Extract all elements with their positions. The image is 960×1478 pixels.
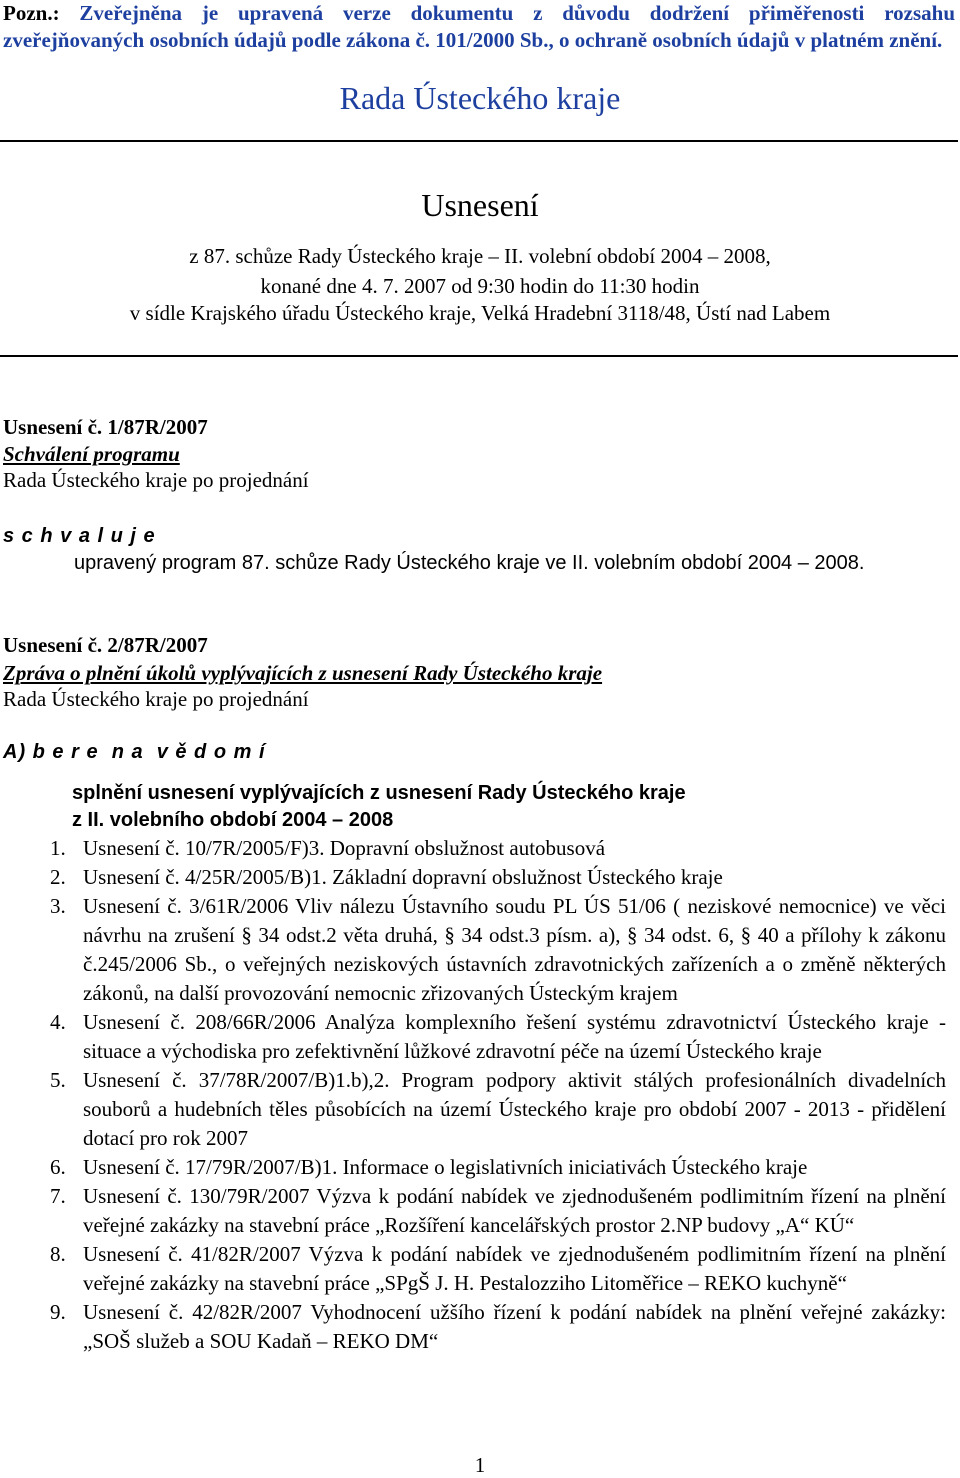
list-item: 9. Usnesení č. 42/82R/2007 Vyhodnocení užšího řízení k podání nabídek na plnění veřejné zakázky: „SOŠ služeb a SOU Kadaň – REKO DM“	[50, 1300, 946, 1353]
notice-label: Pozn.:	[3, 1, 60, 25]
list-item: 2. Usnesení č. 4/25R/2005/B)1. Základní dopravní obslužnost Ústeckého kraje	[50, 865, 723, 889]
header-divider	[0, 355, 958, 357]
resolution-2-subject: Zpráva o plnění úkolů vyplývajících z usnesení Rady Ústeckého kraje	[3, 661, 603, 685]
notice-text: Zveřejněna je upravená verze dokumentu z důvodu dodržení přiměřenosti rozsahu zveřejňovaných osobních údajů podle zákona č. 101/2000 Sb., o ochraně osobních údajů v platném znění.	[3, 1, 956, 52]
council-name: Rada Ústeckého kraje	[339, 80, 621, 116]
list-item: 7. Usnesení č. 130/79R/2007 Výzva k podání nabídek ve zjednodušeném podlimitním řízení na plnění veřejné zakázky na stavební práce „Rozšíření kancelářských prostor 2.NP budovy „A“ KÚ“	[50, 1184, 946, 1237]
resolutions-list	[50, 834, 946, 1356]
list-item: 3. Usnesení č. 3/61R/2006 Vliv nálezu Ústavního soudu PL ÚS 51/06 ( neziskové nemocnice) ve věci návrhu na zrušení § 34 odst.2 věta druhá, § 34 odst.3 písm. a), § 34 odst. 6, § 40 a přílohy k zákonu č.245/2006 Sb., o veřejných neziskových ústavních zdravotnických zařízeních a o změně některých zákonů, na další provozování nemocnic zřizovaných Ústeckým krajem	[50, 894, 946, 1005]
list-item: 8. Usnesení č. 41/82R/2007 Výzva k podání nabídek ve zjednodušeném podlimitním řízení na plnění veřejné zakázky na stavební práce „SPgŠ J. H. Pestalozziho Litoměřice – REKO kuchyně“	[50, 1242, 946, 1295]
resolution-1-number: Usnesení č. 1/87R/2007	[3, 415, 208, 439]
list-title-1: splnění usnesení vyplývajících z usnesení Rady Ústeckého kraje	[72, 782, 686, 804]
resolution-2-number: Usnesení č. 2/87R/2007	[3, 633, 208, 657]
meeting-line: z 87. schůze Rady Ústeckého kraje – II. volební období 2004 – 2008,	[189, 244, 771, 268]
title-divider	[0, 140, 958, 142]
resolution-1-text: upravený program 87. schůze Rady Ústeckého kraje ve II. volebním období 2004 – 2008.	[74, 552, 865, 574]
page-number: 1	[474, 1453, 486, 1477]
resolution-2-verb: A) b e r e n a v ě d o m í	[3, 741, 266, 763]
resolution-2-intro: Rada Ústeckého kraje po projednání	[3, 687, 309, 711]
list-item: 5. Usnesení č. 37/78R/2007/B)1.b),2. Program podpory aktivit stálých profesionálních divadelních souborů a hudebních těles působících na území Ústeckého kraje pro období 2007 - 2013 - přidělení dotací pro rok 2007	[50, 1068, 946, 1150]
resolution-1-subject: Schválení programu	[3, 442, 180, 466]
anonymization-notice	[3, 0, 955, 54]
list-item: 6. Usnesení č. 17/79R/2007/B)1. Informace o legislativních iniciativách Ústeckého kraje	[50, 1155, 808, 1179]
document-title: Usnesení	[421, 187, 539, 223]
list-item: 1. Usnesení č. 10/7R/2005/F)3. Dopravní obslužnost autobusová	[50, 836, 606, 860]
date-line: konané dne 4. 7. 2007 od 9:30 hodin do 11:30 hodin	[260, 274, 700, 298]
place-line: v sídle Krajského úřadu Ústeckého kraje, Velká Hradební 3118/48, Ústí nad Labem	[129, 301, 831, 325]
resolution-1-verb: s c h v a l u j e	[3, 525, 156, 547]
list-item: 4. Usnesení č. 208/66R/2006 Analýza komplexního řešení systému zdravotnictví Ústeckého kraje - situace a východiska pro zefektivnění lůžkové zdravotní péče na území Ústeckého kraje	[50, 1010, 946, 1063]
resolution-1-intro: Rada Ústeckého kraje po projednání	[3, 468, 309, 492]
list-title-2: z II. volebního období 2004 – 2008	[72, 809, 394, 831]
